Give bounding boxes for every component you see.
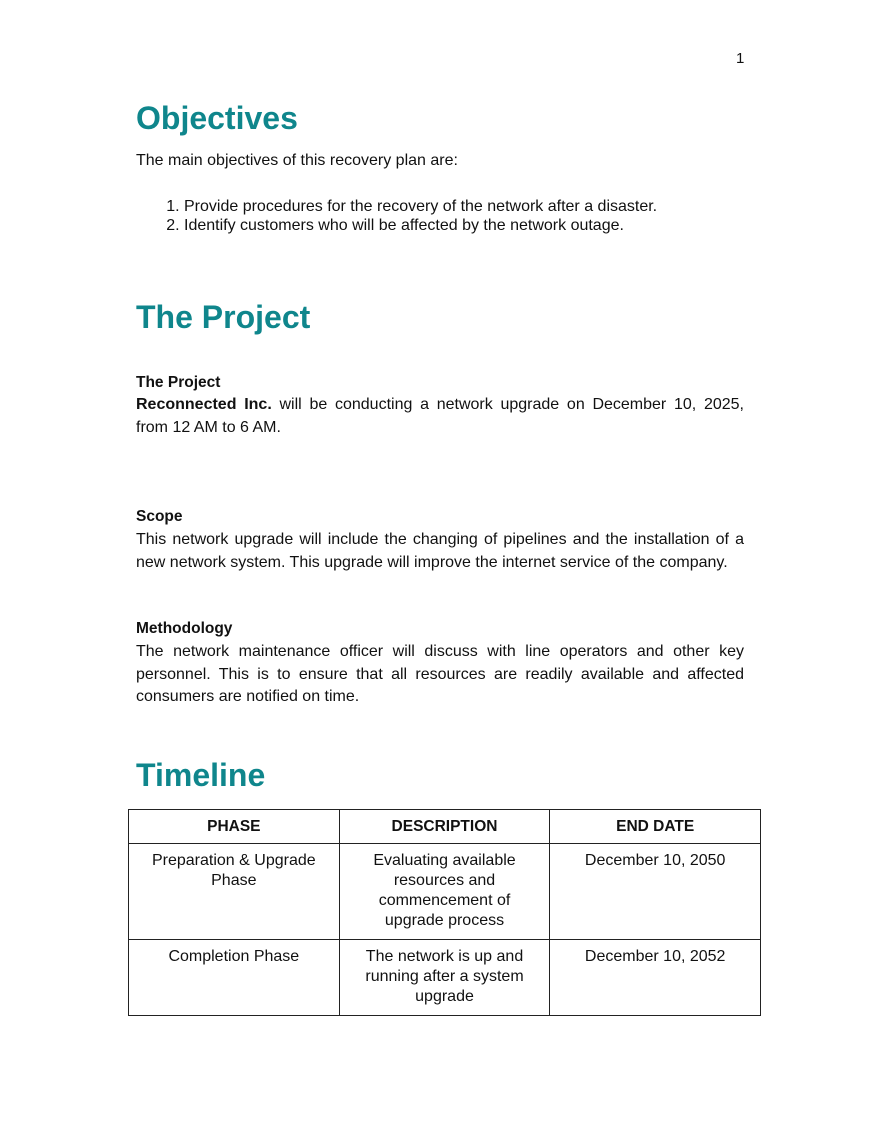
timeline-table (128, 809, 761, 1016)
list-item: 2. Identify customers who will be affected by the network outage. (184, 216, 657, 235)
table-cell: Completion Phase (129, 940, 340, 1016)
table-cell: December 10, 2052 (550, 940, 761, 1016)
scope-label: Scope (136, 508, 183, 525)
table-cell: Preparation & Upgrade Phase (129, 844, 340, 940)
objectives-heading: Objectives (136, 100, 298, 136)
page-number: 1 (736, 50, 745, 67)
project-heading: The Project (136, 299, 311, 335)
column-header-end-date: END DATE (550, 810, 761, 844)
methodology-label: Methodology (136, 620, 233, 637)
project-sub-label: The Project (136, 374, 221, 391)
column-header-phase: PHASE (129, 810, 340, 844)
column-header-description: DESCRIPTION (339, 810, 550, 844)
table-cell: The network is up and running after a system upgrade (339, 940, 550, 1016)
timeline-heading: Timeline (136, 757, 266, 793)
table-cell: December 10, 2050 (550, 844, 761, 940)
table-header-row (129, 810, 761, 844)
list-item: 1. Provide procedures for the recovery of the network after a disaster. (184, 197, 657, 216)
project-text (136, 394, 744, 439)
table-row (129, 940, 761, 1016)
objectives-intro: The main objectives of this recovery plan are: (136, 152, 458, 169)
table-cell: Evaluating available resources and commencement of upgrade process (339, 844, 550, 940)
company-name: Reconnected Inc. (136, 396, 272, 413)
objectives-list (160, 197, 657, 235)
scope-text: This network upgrade will include the changing of pipelines and the installation of a new network system. This upgrade will improve the internet service of the company. (136, 531, 744, 571)
table-row (129, 844, 761, 940)
project-description: will be conducting a network upgrade on December 10, 2025, from 12 AM to 6 AM. (136, 396, 744, 436)
methodology-text: The network maintenance officer will discuss with line operators and other key personnel. This is to ensure that all resources are readily available and affected consumers are notified on time. (136, 643, 744, 705)
